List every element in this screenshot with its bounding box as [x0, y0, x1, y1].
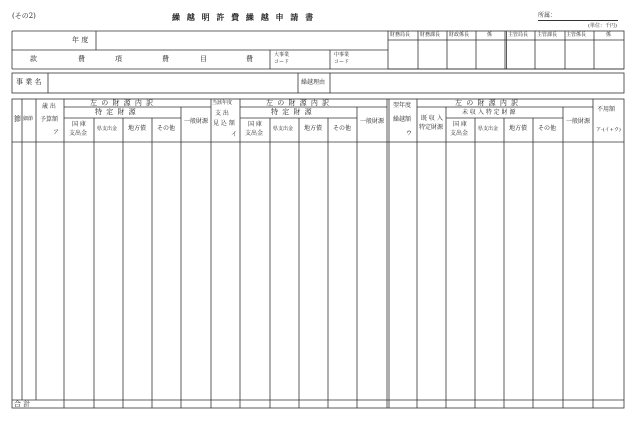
breakdown-header-3: 左 の 財 源 内 訳	[455, 99, 520, 107]
major-business-code-label: 大事業 コード	[274, 52, 290, 65]
national-label-2b: 支出金	[245, 130, 264, 137]
unit-label: (単位：千円)	[588, 23, 617, 29]
carryover-label-1: 翌年度	[393, 102, 412, 109]
business-name-label: 事 業 名	[16, 78, 42, 86]
approval-dept-director: 主管局長	[508, 32, 529, 38]
approval-clerk-2: 係	[606, 32, 612, 38]
breakdown-header-1: 左 の 財 源 内 訳	[90, 99, 155, 107]
mid-business-code-label: 中事業 コード	[334, 52, 350, 65]
approval-clerk-1: 係	[487, 32, 493, 38]
carryover-reason-label: 繰越理由	[301, 79, 326, 86]
prefecture-label-1: 県支出金	[97, 126, 118, 132]
ministry-underline	[538, 20, 618, 21]
budget-label-1: 歳 出	[42, 103, 56, 110]
expenditure-label-1: 当該年度	[212, 100, 233, 106]
page-title: 繰 越 明 許 費 繰 越 申 請 書	[172, 12, 316, 22]
unreceived-source-header: 未 収 入 特 定 財 源	[462, 109, 516, 116]
general-source-label-3: 一般財源	[566, 118, 591, 125]
national-label-3b: 支出金	[450, 130, 469, 137]
expenditure-label-3: 見 込 額	[213, 120, 235, 127]
moku-label: 目	[200, 55, 207, 63]
budget-label-3: ア	[53, 129, 60, 136]
specific-source-header-1: 特 定 財 源	[95, 108, 137, 116]
approval-dept-section-chief: 主管課長	[537, 32, 558, 38]
detail-label: 細節	[23, 116, 34, 122]
general-source-label-2: 一般財源	[360, 118, 385, 125]
approval-finance-director: 財務局長	[390, 32, 411, 38]
specific-source-header-2: 特 定 財 源	[271, 108, 313, 116]
sheet-number: (その2)	[12, 12, 36, 20]
other-label-3: その他	[538, 125, 557, 132]
approval-dept-subsection: 主管係長	[566, 32, 587, 38]
year-label: 年 度	[72, 36, 89, 44]
hi-label-1: 費	[78, 55, 85, 63]
setsu-label: 節	[14, 115, 21, 123]
budget-label-2: 予算額	[40, 116, 59, 123]
kan-label: 款	[30, 55, 37, 63]
general-source-label-1: 一般財源	[184, 118, 209, 125]
approval-finance-subsection: 財政係長	[449, 32, 470, 38]
hi-label-2: 費	[162, 55, 169, 63]
local-bond-label-1: 地方債	[128, 125, 147, 132]
unused-amount-label: 不用額	[597, 106, 616, 113]
ministry-label: 所属：	[538, 12, 557, 19]
national-label-2a: 国 庫	[248, 121, 262, 128]
local-bond-label-3: 地方債	[509, 125, 528, 132]
carryover-label-2: 繰越額	[393, 116, 412, 123]
received-source-label-2: 特定財源	[419, 124, 444, 131]
received-source-label-1: 既 収 入	[421, 115, 443, 122]
prefecture-label-2: 県支出金	[273, 126, 294, 132]
unused-formula-label: ア-(イ+ウ)	[596, 127, 621, 133]
expenditure-label-2: 支 出	[215, 110, 229, 117]
carryover-label-3: ウ	[406, 130, 413, 137]
approval-finance-section-chief: 財務課長	[420, 32, 441, 38]
hi-label-3: 費	[246, 55, 253, 63]
national-label-3a: 国 庫	[453, 121, 467, 128]
national-label-1b: 支出金	[69, 130, 88, 137]
breakdown-header-2: 左 の 財 源 内 訳	[266, 99, 331, 107]
local-bond-label-2: 地方債	[304, 125, 323, 132]
expenditure-label-4: イ	[231, 131, 238, 138]
other-label-1: その他	[157, 125, 176, 132]
total-label: 合 計	[14, 400, 31, 408]
kou-label: 項	[115, 55, 122, 63]
other-label-2: その他	[333, 125, 352, 132]
prefecture-label-3: 県支出金	[478, 126, 499, 132]
national-label-1a: 国 庫	[72, 121, 86, 128]
